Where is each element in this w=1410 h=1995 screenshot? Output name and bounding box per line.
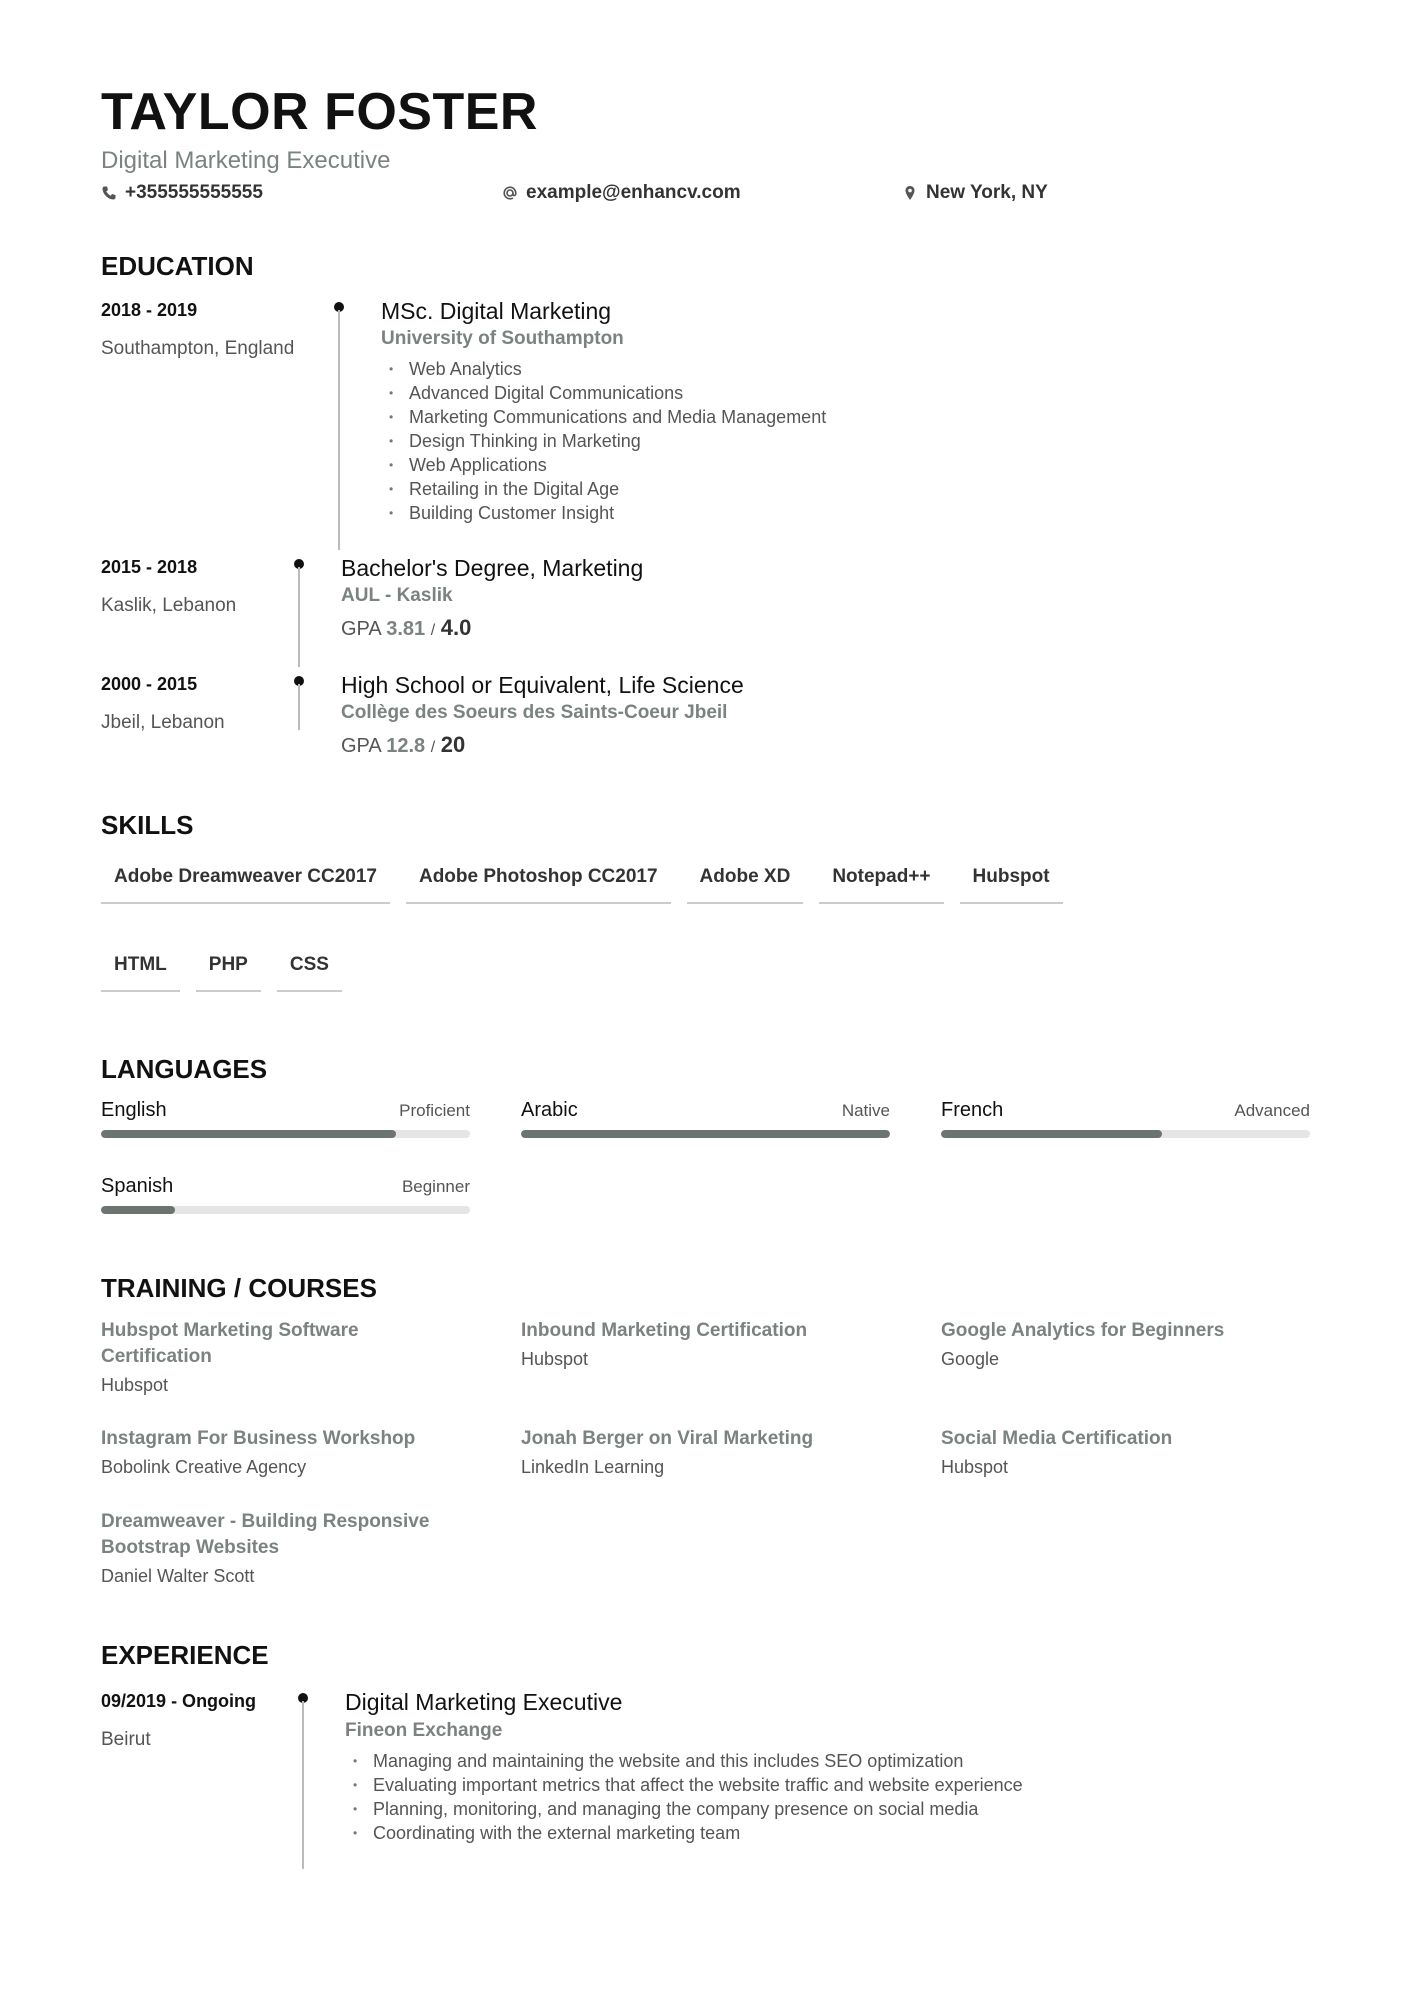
language-name: English (101, 1099, 167, 1121)
edu-3-school: Collège des Soeurs des Saints-Coeur Jbeil (341, 702, 728, 723)
skill-tag: Adobe XD (687, 864, 804, 904)
edu-1-course-list (381, 357, 826, 525)
course-title: Jonah Berger on Viral Marketing (521, 1428, 814, 1449)
language-bar-track (101, 1130, 470, 1138)
course-title: Dreamweaver - Building Responsive Bootstrap Websites (101, 1511, 430, 1558)
list-item: • Advanced Digital Communications (381, 381, 826, 405)
list-item: • Building Customer Insight (381, 501, 826, 525)
course-item (521, 1426, 861, 1480)
course-org: Hubspot (521, 1349, 589, 1369)
course-title: Hubspot Marketing Software Certification (101, 1320, 359, 1367)
course-item (101, 1318, 441, 1398)
edu-1-school: University of Southampton (381, 328, 624, 349)
course-item (101, 1426, 441, 1480)
course-title: Inbound Marketing Certification (521, 1320, 808, 1341)
contact-location (902, 180, 1048, 206)
edu-3-degree: High School or Equivalent, Life Science (341, 672, 744, 698)
course-org: Google (941, 1349, 1000, 1369)
course-item (101, 1509, 441, 1589)
course-title: Google Analytics for Beginners (941, 1320, 1225, 1341)
skill-tag: Adobe Photoshop CC2017 (406, 864, 671, 904)
gpa-max: 4.0 (440, 615, 472, 640)
edu-2-degree: Bachelor's Degree, Marketing (341, 555, 644, 581)
gpa-separator: / (430, 739, 436, 756)
contact-phone (101, 180, 263, 206)
language-spanish (101, 1172, 470, 1214)
location-pin-icon (902, 185, 918, 201)
course-org: Bobolink Creative Agency (101, 1457, 307, 1477)
edu-3-location: Jbeil, Lebanon (101, 712, 225, 733)
skill-tag: PHP (196, 952, 261, 992)
list-item: • Coordinating with the external marketing team (345, 1821, 1023, 1845)
course-org: Hubspot (941, 1457, 1009, 1477)
edu-3-gpa (341, 731, 465, 762)
experience-heading: EXPERIENCE (101, 1640, 269, 1670)
language-name: French (941, 1099, 1004, 1121)
skills-row-1 (101, 864, 1063, 904)
language-bar-fill (101, 1130, 396, 1138)
language-bar-track (521, 1130, 890, 1138)
at-icon (502, 185, 518, 201)
gpa-value: 3.81 (386, 618, 426, 640)
language-level: Advanced (1234, 1101, 1310, 1120)
exp-1-location: Beirut (101, 1729, 151, 1750)
skill-tag: CSS (277, 952, 342, 992)
skill-tag: Hubspot (960, 864, 1063, 904)
contact-email (502, 180, 741, 206)
skill-tag: Notepad++ (819, 864, 943, 904)
timeline-line (302, 1701, 304, 1869)
exp-1-company: Fineon Exchange (345, 1720, 503, 1741)
language-level: Native (841, 1101, 890, 1120)
course-org: Daniel Walter Scott (101, 1566, 255, 1586)
location-text: New York, NY (926, 182, 1048, 203)
candidate-name: TAYLOR FOSTER (101, 83, 538, 141)
language-level: Proficient (399, 1101, 470, 1120)
list-item: • Web Applications (381, 453, 826, 477)
edu-2-gpa (341, 614, 471, 645)
language-bar-fill (941, 1130, 1162, 1138)
edu-2-school: AUL - Kaslik (341, 585, 453, 606)
language-french (941, 1096, 1310, 1138)
skills-row-2 (101, 952, 342, 992)
language-arabic (521, 1096, 890, 1138)
course-item (941, 1318, 1281, 1372)
list-item: • Evaluating important metrics that affect the website traffic and website experience (345, 1773, 1023, 1797)
timeline-line (298, 684, 300, 730)
skills-heading: SKILLS (101, 810, 194, 840)
list-item: • Marketing Communications and Media Management (381, 405, 826, 429)
gpa-max: 20 (440, 732, 466, 757)
timeline-line (298, 567, 300, 667)
education-heading: EDUCATION (101, 251, 254, 281)
exp-1-role: Digital Marketing Executive (345, 1689, 623, 1715)
languages-heading: LANGUAGES (101, 1054, 268, 1084)
skill-tag: HTML (101, 952, 180, 992)
course-item (941, 1426, 1281, 1480)
course-item (521, 1318, 861, 1372)
edu-1-dates: 2018 - 2019 (101, 300, 198, 320)
language-bar-fill (101, 1206, 175, 1214)
gpa-value: 12.8 (386, 735, 426, 757)
candidate-title: Digital Marketing Executive (101, 147, 391, 174)
exp-1-bullet-list (345, 1749, 1023, 1845)
exp-1-dates: 09/2019 - Ongoing (101, 1691, 257, 1711)
list-item: • Planning, monitoring, and managing the company presence on social media (345, 1797, 1023, 1821)
edu-1-location: Southampton, England (101, 338, 295, 359)
language-bar-fill (521, 1130, 890, 1138)
email-text: example@enhancv.com (526, 182, 741, 203)
edu-1-degree: MSc. Digital Marketing (381, 298, 612, 324)
language-name: Arabic (521, 1099, 578, 1121)
gpa-label: GPA (341, 735, 381, 757)
language-bar-track (101, 1206, 470, 1214)
language-name: Spanish (101, 1175, 174, 1197)
skill-tag: Adobe Dreamweaver CC2017 (101, 864, 390, 904)
list-item: • Web Analytics (381, 357, 826, 381)
list-item: • Design Thinking in Marketing (381, 429, 826, 453)
language-english (101, 1096, 470, 1138)
edu-2-location: Kaslik, Lebanon (101, 595, 237, 616)
list-item: • Managing and maintaining the website and this includes SEO optimization (345, 1749, 1023, 1773)
course-title: Social Media Certification (941, 1428, 1173, 1449)
edu-2-dates: 2015 - 2018 (101, 557, 198, 577)
list-item: • Retailing in the Digital Age (381, 477, 826, 501)
course-org: LinkedIn Learning (521, 1457, 665, 1477)
training-heading: TRAINING / COURSES (101, 1273, 377, 1303)
edu-3-dates: 2000 - 2015 (101, 674, 198, 694)
gpa-separator: / (430, 622, 436, 639)
course-org: Hubspot (101, 1375, 169, 1395)
timeline-line (338, 310, 340, 550)
phone-text: +355555555555 (125, 182, 263, 203)
gpa-label: GPA (341, 618, 381, 640)
phone-icon (101, 185, 117, 201)
language-bar-track (941, 1130, 1310, 1138)
language-level: Beginner (401, 1177, 470, 1196)
course-title: Instagram For Business Workshop (101, 1428, 416, 1449)
